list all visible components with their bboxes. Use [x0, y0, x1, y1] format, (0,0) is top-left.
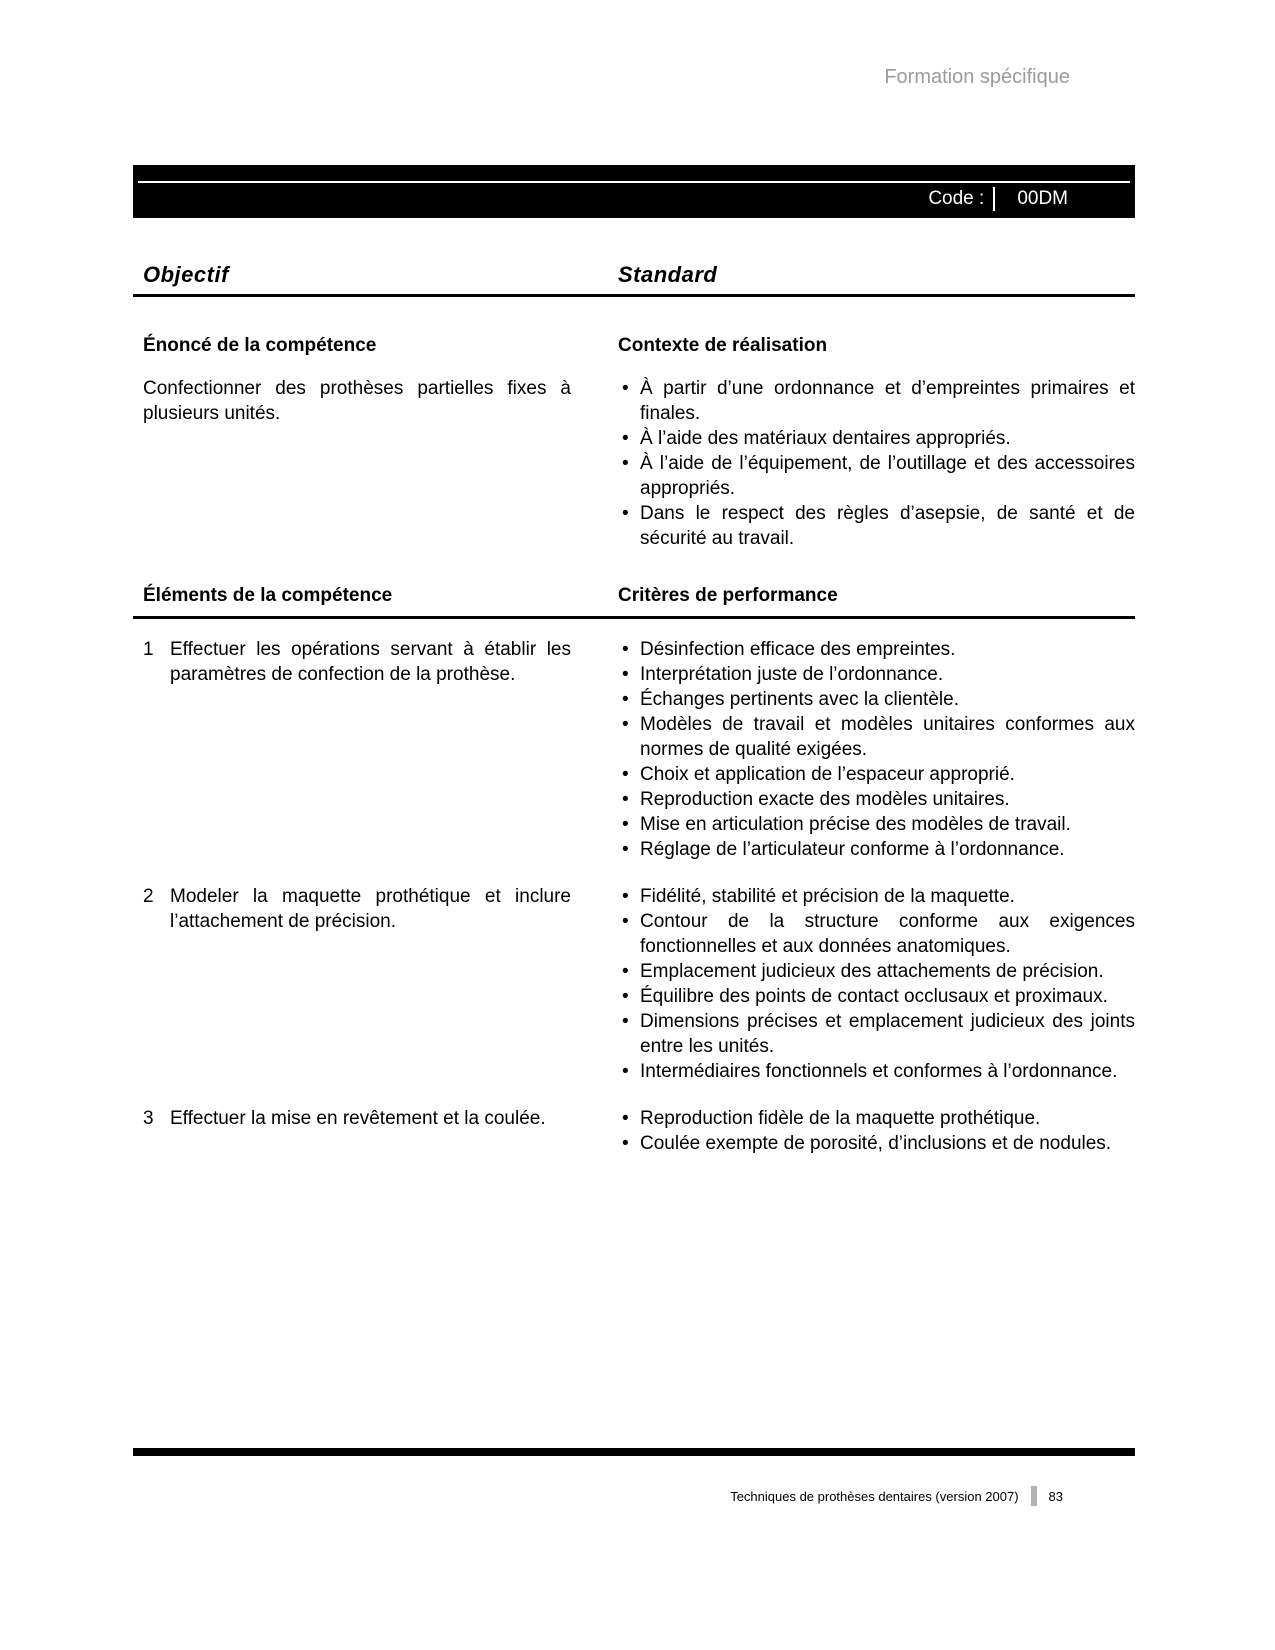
element-item-1-criteria: [613, 637, 1135, 862]
bullet-item: • Modèles de travail et modèles unitaires conformes aux normes de qualité exigées.: [618, 712, 1135, 762]
criteria-bullet-list: [618, 1106, 1135, 1156]
bullet-item: • Mise en articulation précise des modèles de travail.: [618, 812, 1135, 837]
element-item-3-left: [133, 1106, 613, 1156]
criteria-bullet-list: [618, 884, 1135, 1084]
competence-body-row: [133, 376, 1135, 551]
elements-titles-row: [133, 583, 1135, 619]
bullet-item: • À partir d’une ordonnance et d’empreintes primaires et finales.: [618, 376, 1135, 426]
element-item-3-criteria: [613, 1106, 1135, 1156]
footer-divider: [1031, 1486, 1037, 1506]
contexte-cell: [613, 376, 1135, 551]
code-value: 00DM: [1017, 187, 1068, 209]
bullet-item: • Contour de la structure conforme aux exigences fonctionnelles et aux données anatomiques.: [618, 909, 1135, 959]
bullet-item: • Reproduction fidèle de la maquette prothétique.: [618, 1106, 1135, 1131]
item-text: Modeler la maquette prothétique et inclure l’attachement de précision.: [170, 886, 571, 932]
bullet-item: • Dans le respect des règles d’asepsie, de santé et de sécurité au travail.: [618, 501, 1135, 551]
objectif-heading: Objectif: [143, 262, 229, 287]
element-item-2: [133, 884, 1135, 1084]
enonce-cell: [133, 376, 613, 551]
bullet-item: • Désinfection efficace des empreintes.: [618, 637, 1135, 662]
code-bar: [133, 165, 1135, 218]
bullet-item: • Choix et application de l’espaceur approprié.: [618, 762, 1135, 787]
bullet-item: • Intermédiaires fonctionnels et conformes à l’ordonnance.: [618, 1059, 1135, 1084]
contexte-bullet-list: [618, 376, 1135, 551]
bullet-item: • À l’aide des matériaux dentaires appropriés.: [618, 426, 1135, 451]
bottom-rule: [133, 1448, 1135, 1456]
page-number: 83: [1048, 1488, 1063, 1504]
element-item-3: [133, 1106, 1135, 1156]
item-number: 2: [143, 886, 154, 907]
element-item-1: [133, 637, 1135, 862]
page-header-label: Formation spécifique: [884, 66, 1070, 88]
bullet-item: • Équilibre des points de contact occlusaux et proximaux.: [618, 984, 1135, 1009]
criteres-title: Critères de performance: [618, 585, 838, 606]
footer-text: Techniques de prothèses dentaires (version 2007): [730, 1488, 1019, 1504]
bullet-item: • Interprétation juste de l’ordonnance.: [618, 662, 1135, 687]
elements-title: Éléments de la compétence: [143, 585, 393, 606]
code-bar-row: [138, 181, 1130, 214]
main-content: [133, 262, 1135, 1156]
bullet-item: • Dimensions précises et emplacement judicieux des joints entre les unités.: [618, 1009, 1135, 1059]
bullet-item: • Fidélité, stabilité et précision de la maquette.: [618, 884, 1135, 909]
element-item-2-left: [133, 884, 613, 1084]
item-number: 3: [143, 1108, 154, 1129]
code-separator: [993, 187, 995, 211]
bullet-item: • Réglage de l’articulateur conforme à l’ordonnance.: [618, 837, 1135, 862]
page-footer: [133, 1484, 1135, 1508]
item-number: 1: [143, 639, 154, 660]
element-item-2-criteria: [613, 884, 1135, 1084]
element-item-1-left: [133, 637, 613, 862]
bullet-item: • Emplacement judicieux des attachements de précision.: [618, 959, 1135, 984]
competence-titles-row: [133, 333, 1135, 358]
enonce-title: Énoncé de la compétence: [143, 335, 377, 356]
standard-heading: Standard: [618, 262, 718, 287]
bullet-item: • Reproduction exacte des modèles unitaires.: [618, 787, 1135, 812]
bullet-item: • Échanges pertinents avec la clientèle.: [618, 687, 1135, 712]
enonce-text: Confectionner des prothèses partielles fixes à plusieurs unités.: [143, 378, 571, 424]
item-text: Effectuer les opérations servant à établir les paramètres de confection de la prothèse.: [170, 639, 571, 685]
column-headers: [133, 262, 1135, 297]
code-label: Code :: [928, 187, 985, 209]
criteria-bullet-list: [618, 637, 1135, 862]
item-text: Effectuer la mise en revêtement et la coulée.: [170, 1108, 546, 1129]
contexte-title: Contexte de réalisation: [618, 335, 828, 356]
bullet-item: • À l’aide de l’équipement, de l’outillage et des accessoires appropriés.: [618, 451, 1135, 501]
bullet-item: • Coulée exempte de porosité, d’inclusions et de nodules.: [618, 1131, 1135, 1156]
